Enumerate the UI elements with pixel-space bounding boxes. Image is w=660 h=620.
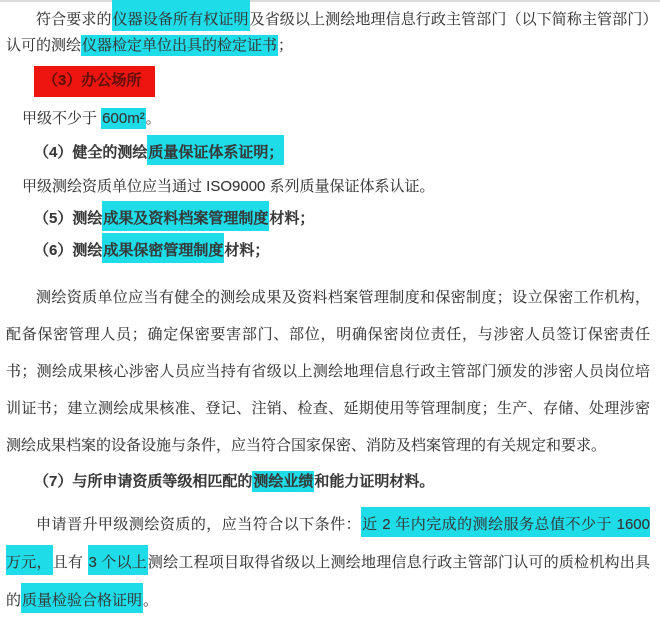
highlight-run: 3 个以上 [88,545,148,575]
heading-5-archive-rules [6,207,650,231]
heading-3-office-space [6,66,650,97]
highlight-run: 近 2 年内完成的测绘服务总值不少于 1600 万元， [6,507,650,575]
text-run: 测绘资质单位应当有健全的测绘成果及资料档案管理制度和保密制度；设立保密工作机构，配备保密管理人员；确定保密要害部门、部位，明确保密岗位责任，与涉密人员签订保密责任书；测绘成果核心涉密人员应当持有省级以上测绘地理信息行政主管部门颁发的涉密人员岗位培训证书；建立测绘成果核准、登记、注销、检查、延期使用等管理制度；生产、存储、处理涉密测绘成果档案的设备设施与条件，应当符合国家保密、消防及档案管理的有关规定和要求。 [6,289,650,454]
text-run: （6）测绘 [34,242,103,259]
heading-6-secrecy-rules [6,239,650,263]
text-run: （7）与所申请资质等级相匹配的 [34,473,253,490]
text-run: 符合要求的 [36,11,112,28]
text-run: （4）健全的测绘 [34,144,148,161]
text-run: 及省级以上测绘地理信息行政主管部门（以下简称主管部门）认可的测绘 [6,11,650,54]
text-run: 甲级测绘资质单位应当通过 ISO9000 系列质量保证体系认证。 [22,178,435,195]
intro-paragraph [6,2,650,59]
highlight-run: 质量检验合格证明 [21,583,143,613]
secrecy-detail-paragraph [6,279,650,464]
office-area-requirement [6,107,650,131]
highlight-run: 测绘业绩 [253,473,314,490]
text-run: 和能力证明材料。 [314,473,435,490]
text-run: ； [278,37,294,54]
highlight-run: 成果保密管理制度 [102,233,224,263]
text-run: （3）办公场所 [34,66,155,97]
upgrade-conditions-paragraph [6,506,650,620]
heading-4-quality-system [6,141,650,165]
highlight-run: 仪器检定单位出具的检定证书 [82,37,278,54]
highlight-run: 成果及资料档案管理制度 [102,201,269,231]
heading-7-achievement-proof [6,470,650,494]
text-run: 甲级不少于 [22,110,102,127]
text-run: 材料； [224,242,270,259]
text-run: （5）测绘 [34,210,103,227]
highlight-run: 仪器设备所有权证明 [112,0,250,31]
text-run: 。 [145,110,161,127]
text-run: 材料； [269,210,315,227]
text-run: 测绘工程项目取得省级以上测绘地理信息行政主管部门认可的质检机构出具的 [6,554,650,609]
text-run: 。 [143,592,159,609]
text-run: 申请晋升甲级测绘资质的，应当符合以下条件： [36,516,362,533]
iso-requirement [6,175,650,199]
highlight-run: 质量保证体系证明； [147,135,284,165]
text-run: 且有 [52,554,88,571]
highlight-run: 600m² [102,110,145,127]
